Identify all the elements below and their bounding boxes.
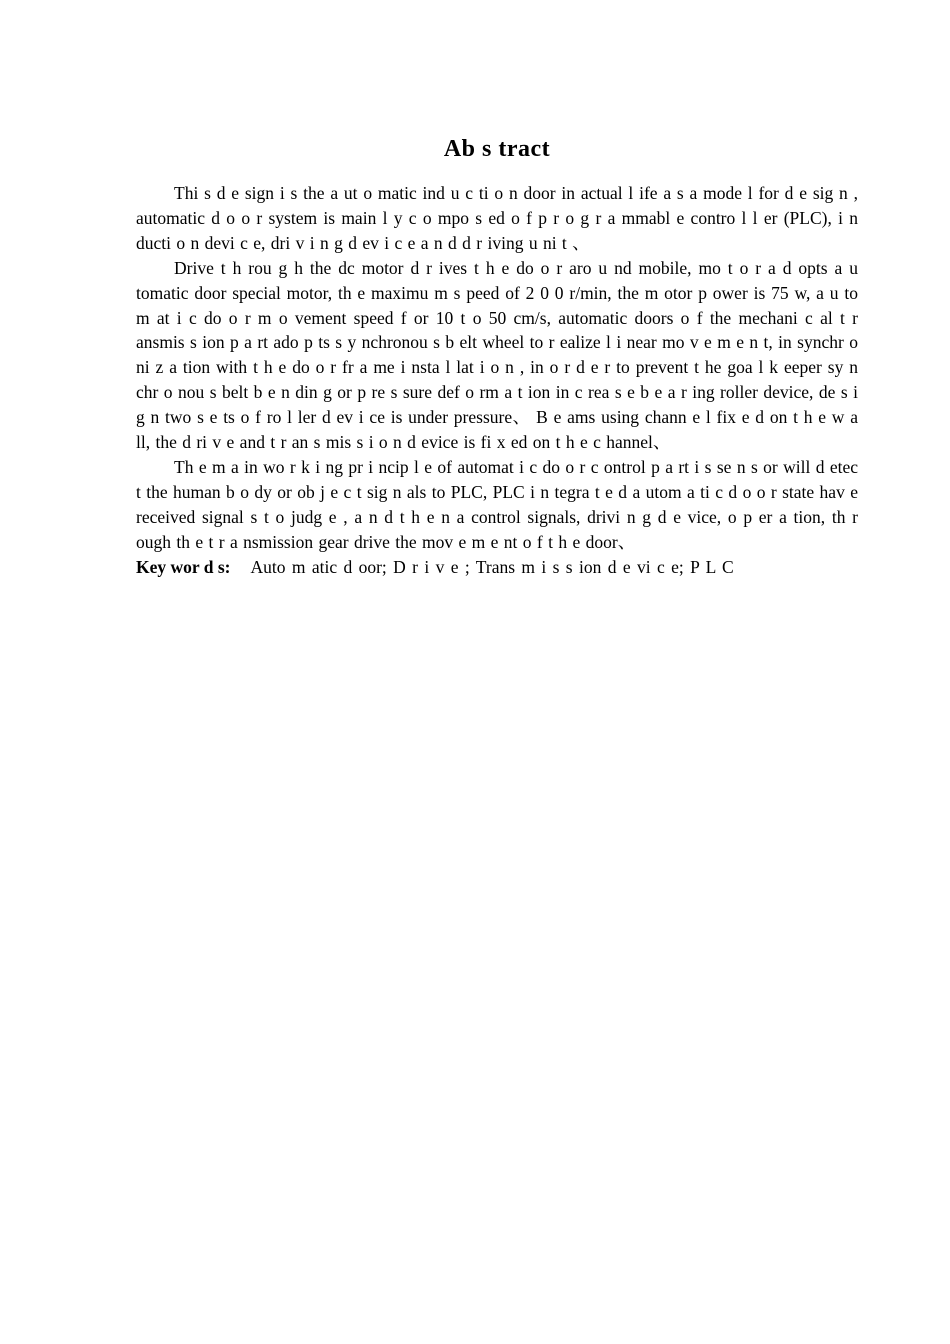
abstract-paragraph-2: Drive t h rou g h the dc motor d r ives t h e do o r aro u nd mobile, mo t o r a d opts a u tomatic door special motor, th e maximu m s peed of 2 0 0 r/min, the m otor p ower is 75 w, a u to m at i c do o r m o vement speed f or 10 t o 50 cm/s, automatic doors o f the mechani c al t r ansmis s ion p a rt ado p ts s y nchronou s b elt wheel to r ealize l i near mo v e m e n t, in synchr o ni z a tion with t h e do o r fr a me i nsta l lat i o n , in o r d e r to prevent t he goa l k eeper sy n chr o nou s belt b e n din g or p re s sure def o rm a t ion in c rea s e b e a r ing roller device, de s i g n two s e ts o f ro l ler d ev i ce is under pressure、 B e ams using chann e l fix e d on t h e w a ll, the d ri v e and t r an s mis s i o n d evice is fi x ed on t h e c hannel、 xyxy=(136,257,858,453)
keywords-label: Key wor d s: xyxy=(136,556,231,577)
keywords-value: Auto m atic d oor; D r i v e ; Trans m i s s ion d e vi c e; P L C xyxy=(250,556,734,577)
abstract-section xyxy=(136,134,858,580)
abstract-paragraph-3: Th e m a in wo r k i ng pr i ncip l e of automat i c do o r c ontrol p a rt i s se n s or will d etec t the human b o dy or ob j e c t sig n als to PLC, PLC i n tegra t e d a utom a ti c d o o r state hav e received signal s t o judg e , a n d t h e n a control signals, drivi n g d e vice, o p er a tion, th r ough th e t r a nsmission gear drive the mov e m e nt o f t h e door、 xyxy=(136,456,858,552)
keywords-line xyxy=(136,555,858,580)
abstract-paragraph-1: Thi s d e sign i s the a ut o matic ind u c ti o n door in actual l ife a s a mode l for d e sig n , automatic d o o r system is main l y c o mpo s ed o f p r o g r a mmabl e contro l l er (PLC), i n ducti o n devi c e, dri v i n g d ev i c e a n d d r iving u ni t 、 xyxy=(136,183,858,253)
abstract-title: Ab s tract xyxy=(443,136,551,162)
